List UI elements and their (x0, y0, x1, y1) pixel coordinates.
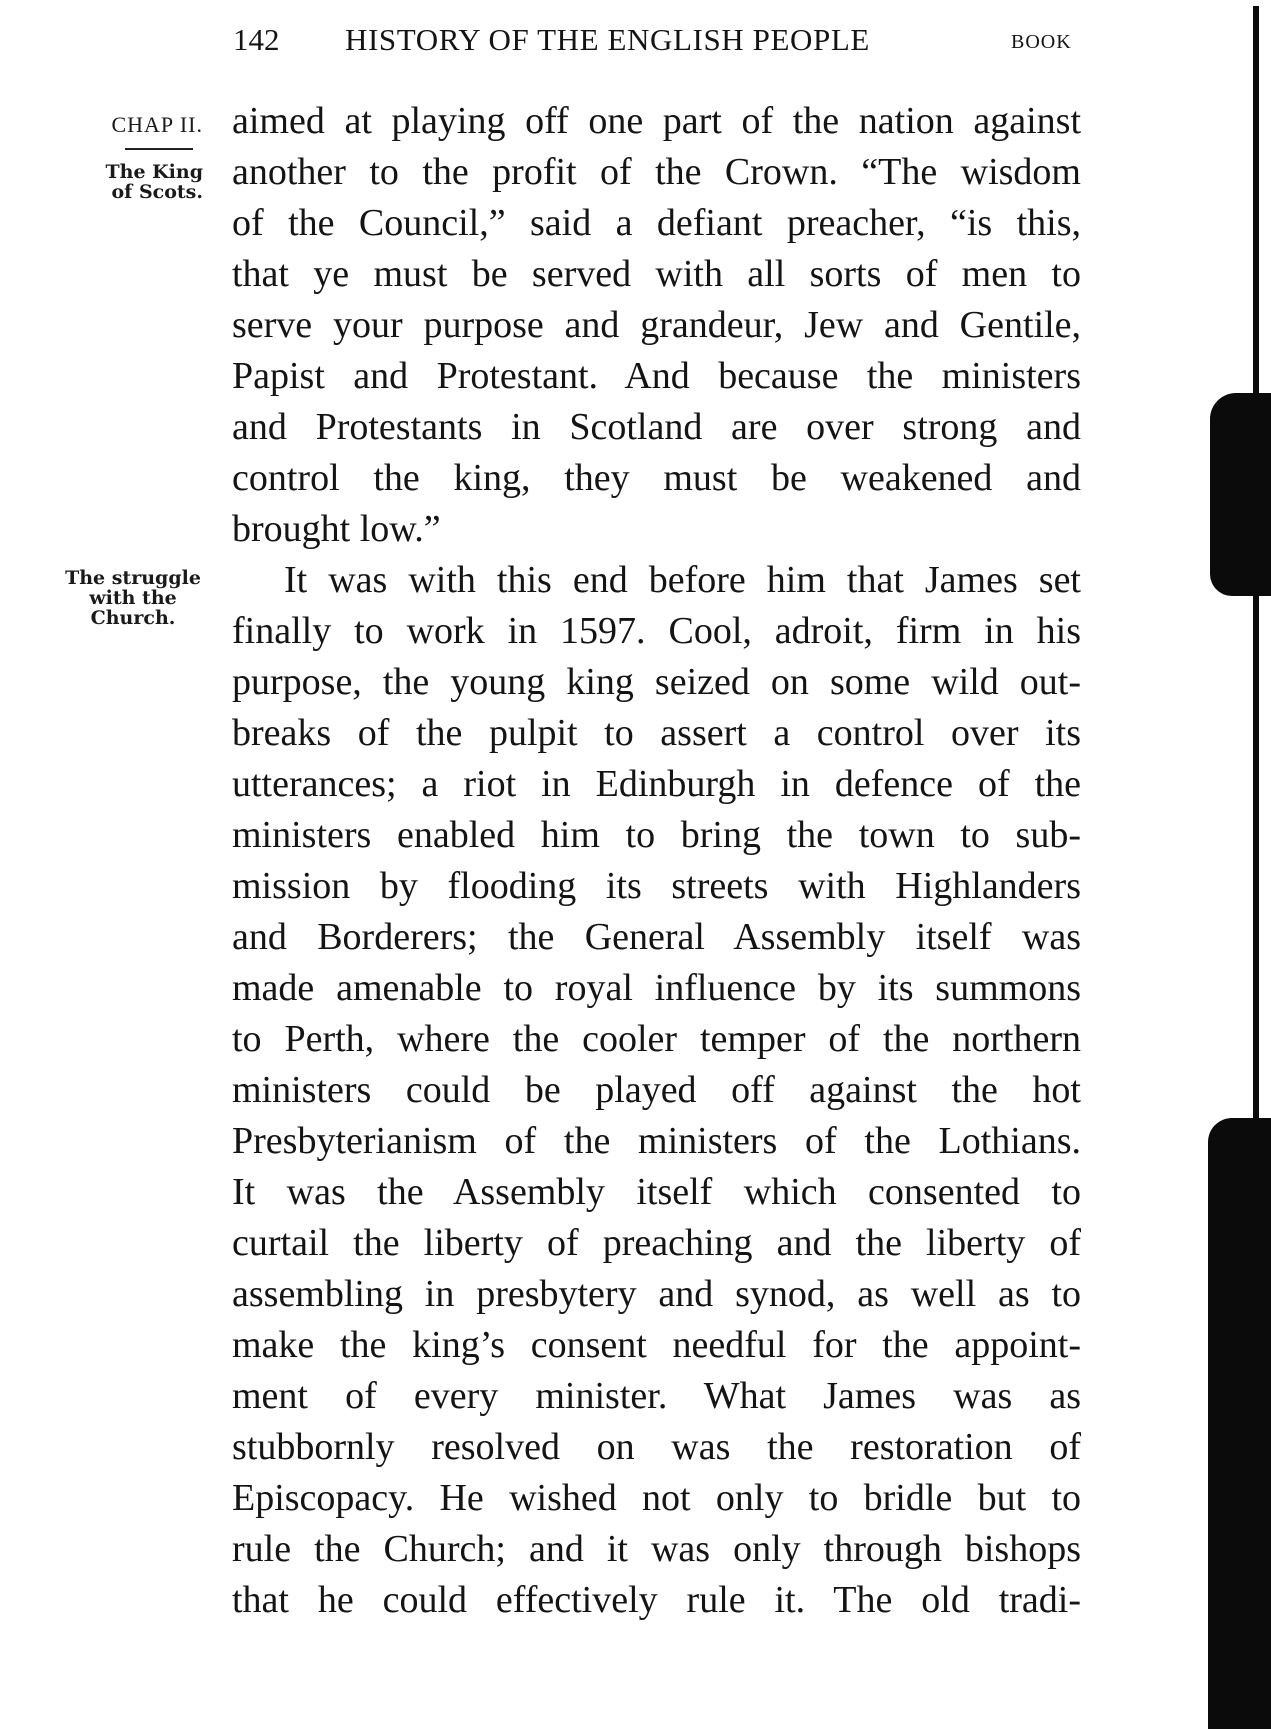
body-text (232, 96, 1081, 1626)
text-line: another to the profit of the Crown. “The wisdom (232, 151, 1081, 193)
margin-note-line: of Scots. (111, 181, 203, 203)
text-line: Papist and Protestant. And because the ministers (232, 355, 1081, 397)
text-line: utterances; a riot in Edinburgh in defence of the (232, 763, 1081, 805)
text-line: Episcopacy. He wished not only to bridle but to (232, 1477, 1081, 1519)
chapter-marker: CHAP II. (111, 112, 203, 137)
text-line: finally to work in 1597. Cool, adroit, firm in his (232, 610, 1081, 652)
text-line: assembling in presbytery and synod, as well as to (232, 1273, 1081, 1315)
text-line: aimed at playing off one part of the nation against (232, 100, 1081, 142)
text-line: Presbyterianism of the ministers of the Lothians. (232, 1120, 1081, 1162)
text-line: of the Council,” said a defiant preacher, “is this, (232, 202, 1081, 244)
text-line: breaks of the pulpit to assert a control over its (232, 712, 1081, 754)
margin-note-king-of-scots (70, 162, 203, 202)
margin-note-line: The struggle (65, 567, 201, 589)
text-line: make the king’s consent needful for the appoint- (232, 1324, 1081, 1366)
text-line: made amenable to royal influence by its summons (232, 967, 1081, 1009)
text-line: ministers enabled him to bring the town to sub- (232, 814, 1081, 856)
text-line: that he could effectively rule it. The old tradi- (232, 1579, 1081, 1621)
text-line: that ye must be served with all sorts of men to (232, 253, 1081, 295)
scan-edge-shadow (1208, 1118, 1271, 1729)
scan-edge-shadow (1210, 393, 1271, 596)
margin-note-line: The King (105, 161, 203, 183)
text-line: curtail the liberty of preaching and the liberty of (232, 1222, 1081, 1264)
text-line: and Protestants in Scotland are over strong and (232, 406, 1081, 448)
text-line: rule the Church; and it was only through bishops (232, 1528, 1081, 1570)
text-line: brought low.” (232, 508, 441, 550)
book-label: BOOK (1011, 31, 1072, 53)
chapter-rule (125, 148, 193, 150)
text-line: It was the Assembly itself which consented to (232, 1171, 1081, 1213)
text-line: serve your purpose and grandeur, Jew and Gentile, (232, 304, 1081, 346)
text-line: ministers could be played off against the hot (232, 1069, 1081, 1111)
running-title: HISTORY OF THE ENGLISH PEOPLE (345, 22, 870, 57)
margin-note-struggle-with-church (60, 568, 206, 628)
margin-note-line: with the (89, 587, 177, 609)
text-line: ment of every minister. What James was as (232, 1375, 1081, 1417)
running-header (0, 22, 1271, 66)
text-line: stubbornly resolved on was the restoration of (232, 1426, 1081, 1468)
text-line: It was with this end before him that James set (284, 559, 1081, 601)
page-number: 142 (233, 22, 280, 57)
text-line: purpose, the young king seized on some wild out- (232, 661, 1081, 703)
text-line: control the king, they must be weakened and (232, 457, 1081, 499)
margin-note-line: Church. (90, 607, 176, 629)
text-line: and Borderers; the General Assembly itself was (232, 916, 1081, 958)
text-line: to Perth, where the cooler temper of the northern (232, 1018, 1081, 1060)
text-line: mission by flooding its streets with Highlanders (232, 865, 1081, 907)
